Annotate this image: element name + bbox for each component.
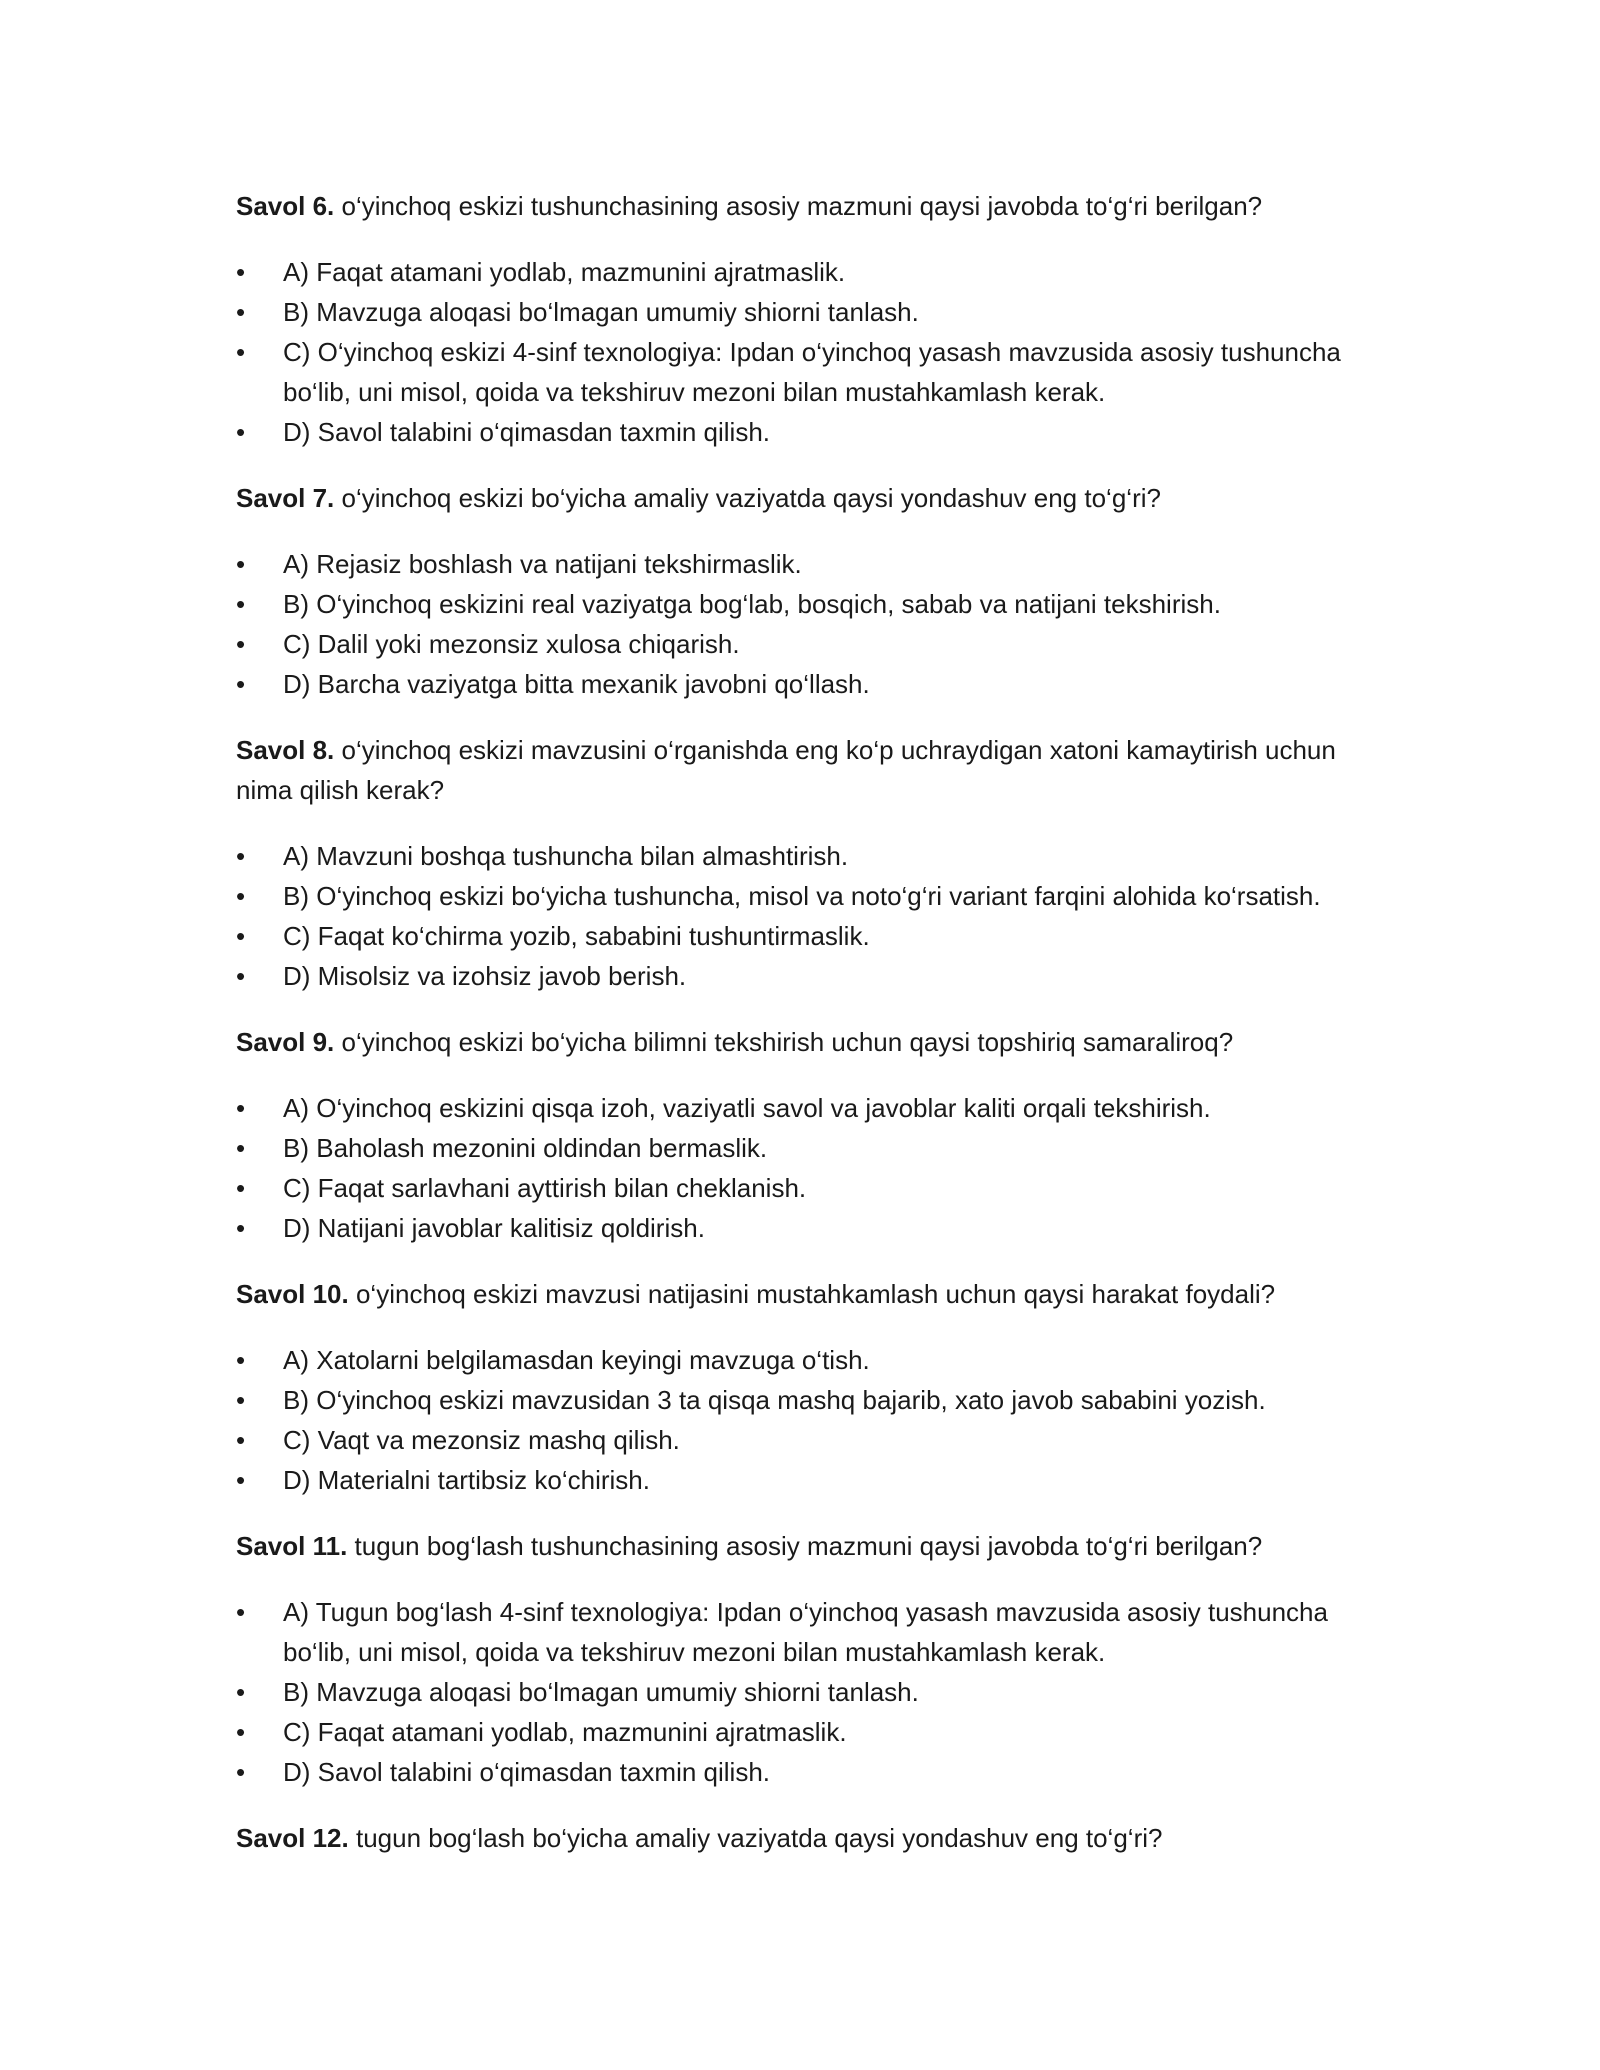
bullet-icon: •: [236, 1677, 246, 1707]
option-text: A) Mavzuni boshqa tushuncha bilan almashtirish.: [283, 841, 849, 871]
question-text: [236, 1274, 1366, 1314]
bullet-icon: •: [236, 1173, 246, 1203]
question-text: [236, 1022, 1366, 1062]
bullet-icon: •: [236, 549, 246, 579]
option-text: C) O‘yinchoq eskizi 4-sinf texnologiya: Ipdan o‘yinchoq yasash mavzusida asosiy tushuncha bo‘lib, uni misol, qoida va tekshiruv mezoni bilan mustahkamlash kerak.: [283, 337, 1341, 407]
list-item: [236, 956, 1366, 996]
list-item: [236, 252, 1366, 292]
list-item: [236, 1460, 1366, 1500]
list-item: [236, 1128, 1366, 1168]
options-list: [236, 1340, 1366, 1500]
bullet-icon: •: [236, 297, 246, 327]
bullet-icon: •: [236, 629, 246, 659]
option-text: A) Faqat atamani yodlab, mazmunini ajratmaslik.: [283, 257, 846, 287]
bullet-icon: •: [236, 961, 246, 991]
question-text: [236, 1526, 1366, 1566]
list-item: [236, 664, 1366, 704]
list-item: [236, 1088, 1366, 1128]
question-text: [236, 186, 1366, 226]
bullet-icon: •: [236, 1345, 246, 1375]
options-list: [236, 836, 1366, 996]
option-text: B) Mavzuga aloqasi bo‘lmagan umumiy shiorni tanlash.: [283, 297, 919, 327]
question-label: Savol 8.: [236, 735, 335, 765]
option-text: C) Faqat atamani yodlab, mazmunini ajratmaslik.: [283, 1717, 847, 1747]
bullet-icon: •: [236, 589, 246, 619]
options-list: [236, 252, 1366, 452]
option-text: A) Xatolarni belgilamasdan keyingi mavzuga o‘tish.: [283, 1345, 870, 1375]
list-item: [236, 1420, 1366, 1460]
option-text: C) Faqat ko‘chirma yozib, sababini tushuntirmaslik.: [283, 921, 870, 951]
list-item: [236, 584, 1366, 624]
options-list: [236, 544, 1366, 704]
bullet-icon: •: [236, 1213, 246, 1243]
option-text: D) Misolsiz va izohsiz javob berish.: [283, 961, 687, 991]
bullet-icon: •: [236, 1597, 246, 1627]
bullet-icon: •: [236, 841, 246, 871]
question-label: Savol 10.: [236, 1279, 349, 1309]
option-text: C) Faqat sarlavhani ayttirish bilan cheklanish.: [283, 1173, 807, 1203]
list-item: [236, 624, 1366, 664]
question-body: o‘yinchoq eskizi tushunchasining asosiy mazmuni qaysi javobda to‘g‘ri berilgan?: [341, 191, 1263, 221]
option-text: B) Mavzuga aloqasi bo‘lmagan umumiy shiorni tanlash.: [283, 1677, 919, 1707]
question-text: [236, 1818, 1366, 1858]
question-6: [236, 186, 1366, 452]
question-label: Savol 11.: [236, 1531, 348, 1561]
bullet-icon: •: [236, 257, 246, 287]
list-item: [236, 412, 1366, 452]
option-text: C) Dalil yoki mezonsiz xulosa chiqarish.: [283, 629, 740, 659]
list-item: [236, 1208, 1366, 1248]
question-body: tugun bog‘lash tushunchasining asosiy mazmuni qaysi javobda to‘g‘ri berilgan?: [354, 1531, 1263, 1561]
list-item: [236, 836, 1366, 876]
list-item: [236, 876, 1366, 916]
question-body: o‘yinchoq eskizi bo‘yicha bilimni tekshirish uchun qaysi topshiriq samaraliroq?: [341, 1027, 1234, 1057]
list-item: [236, 1672, 1366, 1712]
bullet-icon: •: [236, 1425, 246, 1455]
bullet-icon: •: [236, 1093, 246, 1123]
list-item: [236, 1752, 1366, 1792]
option-text: D) Natijani javoblar kalitisiz qoldirish.: [283, 1213, 705, 1243]
option-text: B) O‘yinchoq eskizini real vaziyatga bog‘lab, bosqich, sabab va natijani tekshirish.: [283, 589, 1221, 619]
question-12: [236, 1818, 1366, 1858]
list-item: [236, 292, 1366, 332]
options-list: [236, 1088, 1366, 1248]
question-7: [236, 478, 1366, 704]
list-item: [236, 1592, 1366, 1672]
question-label: Savol 6.: [236, 191, 335, 221]
option-text: B) Baholash mezonini oldindan bermaslik.: [283, 1133, 768, 1163]
question-body: o‘yinchoq eskizi mavzusi natijasini mustahkamlash uchun qaysi harakat foydali?: [355, 1279, 1276, 1309]
question-body: o‘yinchoq eskizi mavzusini o‘rganishda eng ko‘p uchraydigan xatoni kamaytirish uchun nima qilish kerak?: [236, 735, 1336, 805]
question-body: o‘yinchoq eskizi bo‘yicha amaliy vaziyatda qaysi yondashuv eng to‘g‘ri?: [341, 483, 1161, 513]
list-item: [236, 1340, 1366, 1380]
question-text: [236, 478, 1366, 518]
bullet-icon: •: [236, 1757, 246, 1787]
option-text: B) O‘yinchoq eskizi mavzusidan 3 ta qisqa mashq bajarib, xato javob sababini yozish.: [283, 1385, 1266, 1415]
bullet-icon: •: [236, 921, 246, 951]
bullet-icon: •: [236, 881, 246, 911]
bullet-icon: •: [236, 1465, 246, 1495]
bullet-icon: •: [236, 1717, 246, 1747]
question-label: Savol 9.: [236, 1027, 335, 1057]
option-text: B) O‘yinchoq eskizi bo‘yicha tushuncha, misol va noto‘g‘ri variant farqini alohida ko‘rsatish.: [283, 881, 1321, 911]
question-label: Savol 7.: [236, 483, 335, 513]
question-11: [236, 1526, 1366, 1792]
list-item: [236, 1168, 1366, 1208]
bullet-icon: •: [236, 1385, 246, 1415]
option-text: D) Barcha vaziyatga bitta mexanik javobni qo‘llash.: [283, 669, 870, 699]
question-body: tugun bog‘lash bo‘yicha amaliy vaziyatda qaysi yondashuv eng to‘g‘ri?: [355, 1823, 1163, 1853]
list-item: [236, 544, 1366, 584]
option-text: D) Materialni tartibsiz ko‘chirish.: [283, 1465, 650, 1495]
bullet-icon: •: [236, 337, 246, 367]
list-item: [236, 1712, 1366, 1752]
option-text: C) Vaqt va mezonsiz mashq qilish.: [283, 1425, 680, 1455]
question-8: [236, 730, 1366, 996]
question-9: [236, 1022, 1366, 1248]
question-text: [236, 730, 1366, 810]
option-text: A) Rejasiz boshlash va natijani tekshirmaslik.: [283, 549, 802, 579]
list-item: [236, 1380, 1366, 1420]
bullet-icon: •: [236, 669, 246, 699]
list-item: [236, 916, 1366, 956]
option-text: A) Tugun bog‘lash 4-sinf texnologiya: Ipdan o‘yinchoq yasash mavzusida asosiy tushuncha bo‘lib, uni misol, qoida va tekshiruv mezoni bilan mustahkamlash kerak.: [283, 1597, 1328, 1667]
option-text: D) Savol talabini o‘qimasdan taxmin qilish.: [283, 1757, 771, 1787]
option-text: D) Savol talabini o‘qimasdan taxmin qilish.: [283, 417, 771, 447]
question-label: Savol 12.: [236, 1823, 349, 1853]
options-list: [236, 1592, 1366, 1792]
bullet-icon: •: [236, 417, 246, 447]
option-text: A) O‘yinchoq eskizini qisqa izoh, vaziyatli savol va javoblar kaliti orqali tekshirish.: [283, 1093, 1211, 1123]
bullet-icon: •: [236, 1133, 246, 1163]
list-item: [236, 332, 1366, 412]
document-page: [236, 186, 1366, 1884]
question-10: [236, 1274, 1366, 1500]
